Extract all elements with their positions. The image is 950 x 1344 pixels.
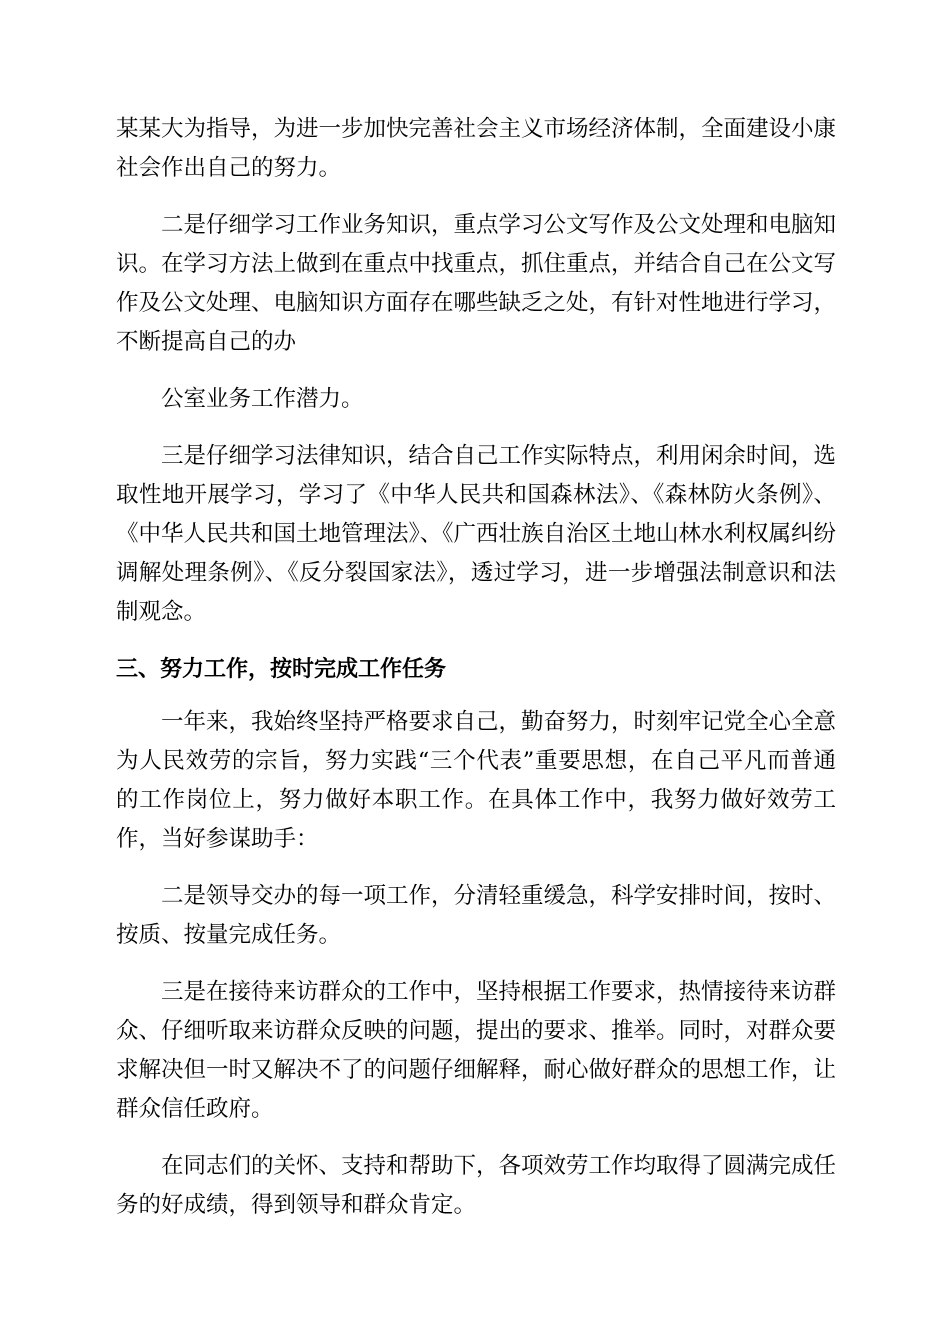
paragraph-intro-continuation: 某某大为指导，为进一步加快完善社会主义市场经济体制，全面建设小康社会作出自己的努力。 [116, 116, 837, 181]
paragraph-receive-visitors: 三是在接待来访群众的工作中，坚持根据工作要求，热情接待来访群众、仔细听取来访群众反映的问题，提出的要求、推举。同时，对群众要求解决但一时又解决不了的问题仔细解释，耐心做好群众的思想工作，让群众信任政府。 [116, 979, 837, 1122]
document-body [116, 110, 836, 1243]
section-heading-work: 三、努力工作，按时完成工作任务 [116, 657, 447, 682]
paragraph-study-business-knowledge: 二是仔细学习工作业务知识，重点学习公文写作及公文处理和电脑知识。在学习方法上做到在重点中找重点，抓住重点，并结合自己在公文写作及公文处理、电脑知识方面存在哪些缺乏之处，有针对性地进行学习，不断提高自己的办 [116, 212, 837, 355]
paragraph-year-summary: 一年来，我始终坚持严格要求自己，勤奋努力，时刻牢记党全心全意为人民效劳的宗旨，努力实践“三个代表”重要思想，在自己平凡而普通的工作岗位上，努力做好本职工作。在具体工作中，我努力做好效劳工作，当好参谋助手： [116, 709, 837, 852]
paragraph-study-law: 三是仔细学习法律知识，结合自己工作实际特点，利用闲余时间，选取性地开展学习，学习了《中华人民共和国森林法》、《森林防火条例》、《中华人民共和国土地管理法》、《广西壮族自治区土地山林水利权属纠纷调解处理条例》、《反分裂国家法》，透过学习，进一步增强法制意识和法制观念。 [116, 443, 837, 625]
paragraph-leader-tasks: 二是领导交办的每一项工作，分清轻重缓急，科学安排时间，按时、按质、按量完成任务。 [116, 883, 837, 948]
paragraph-office-ability: 公室业务工作潜力。 [161, 386, 364, 412]
paragraph-achievements: 在同志们的关怀、支持和帮助下，各项效劳工作均取得了圆满完成任务的好成绩，得到领导和群众肯定。 [116, 1153, 837, 1218]
